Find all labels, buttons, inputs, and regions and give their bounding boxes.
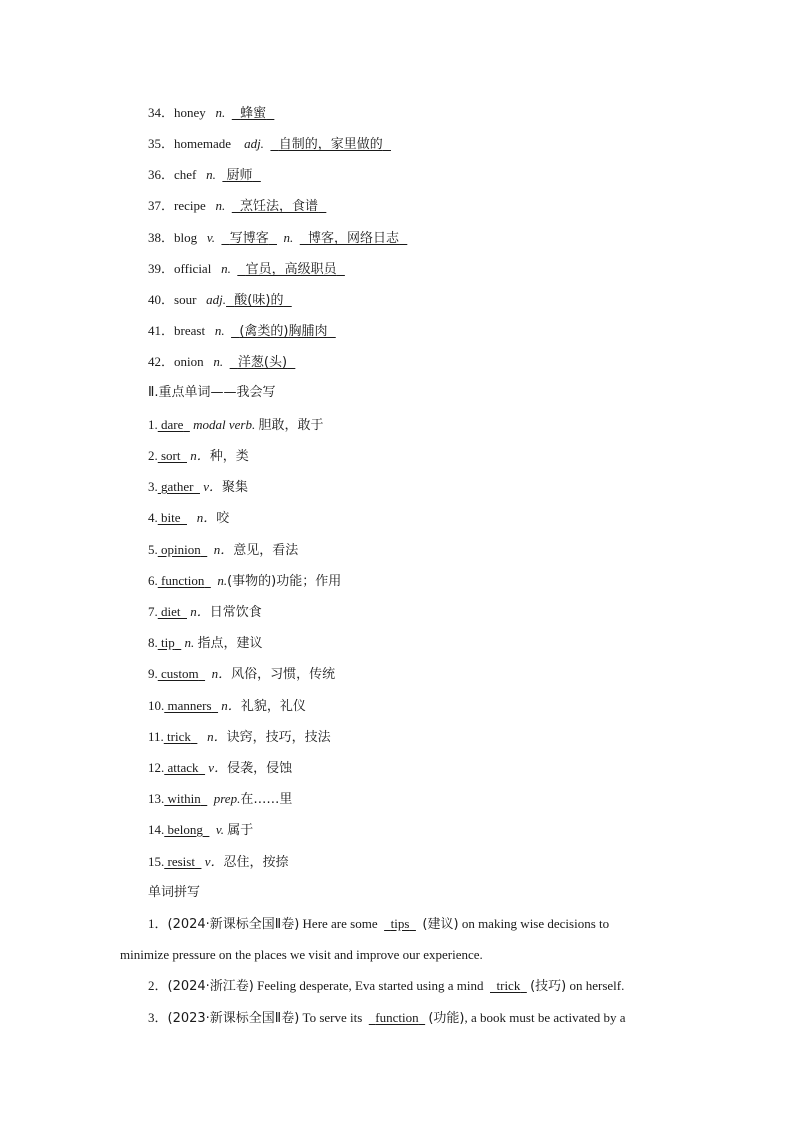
meaning: 日常饮食 bbox=[209, 605, 262, 620]
answer-blank: dare bbox=[161, 417, 184, 432]
meaning: 意见，看法 bbox=[233, 543, 299, 558]
part-of-speech: modal verb. bbox=[193, 417, 256, 432]
part-of-speech: n. bbox=[213, 354, 224, 369]
answer-blank: attack bbox=[167, 760, 199, 775]
answer-blank: manners bbox=[167, 698, 212, 713]
part-of-speech: n． bbox=[211, 666, 232, 681]
item-number: 42． bbox=[148, 354, 175, 369]
key-word-item bbox=[148, 416, 324, 435]
part-of-speech: n. bbox=[217, 573, 228, 588]
exercise-text: on herself. bbox=[569, 978, 625, 993]
key-word-item bbox=[148, 853, 289, 872]
meaning: 胆敢，敢于 bbox=[258, 418, 324, 433]
part-of-speech: n． bbox=[196, 510, 217, 525]
meaning-answer: 自制的，家里做的 bbox=[278, 137, 383, 152]
key-word-item bbox=[148, 790, 292, 809]
part-of-speech: adj. bbox=[244, 136, 264, 151]
item-number: 38． bbox=[148, 230, 175, 245]
item-number: 10. bbox=[148, 698, 165, 713]
item-number: 6. bbox=[148, 573, 158, 588]
exercise-text: To serve its bbox=[302, 1010, 363, 1025]
meaning-answer: 写博客 bbox=[229, 231, 269, 246]
exercise-line bbox=[148, 977, 624, 996]
answer-blank: opinion bbox=[161, 542, 201, 557]
vocab-item bbox=[148, 260, 345, 279]
meaning: 属于 bbox=[227, 823, 254, 838]
key-word-item bbox=[148, 541, 298, 560]
item-number: 12. bbox=[148, 760, 165, 775]
exercise-line bbox=[148, 915, 609, 934]
exercise-line bbox=[120, 946, 483, 964]
item-number: 3. bbox=[148, 479, 158, 494]
meaning: 忍住，按捺 bbox=[223, 855, 289, 870]
item-number: 11. bbox=[148, 729, 164, 744]
item-number: 37． bbox=[148, 198, 175, 213]
meaning: 指点，建议 bbox=[197, 636, 263, 651]
exercise-source: (2024·浙江卷) bbox=[167, 979, 254, 994]
part-of-speech: n． bbox=[221, 698, 241, 713]
part-of-speech: n. bbox=[215, 198, 226, 213]
part-of-speech: prep. bbox=[213, 791, 241, 806]
item-number: 1. bbox=[148, 417, 158, 432]
part-of-speech: n. bbox=[184, 635, 195, 650]
meaning: 礼貌，礼仪 bbox=[240, 699, 306, 714]
meaning: 咬 bbox=[216, 511, 230, 526]
part-of-speech: adj. bbox=[206, 292, 227, 307]
item-number: 36． bbox=[148, 167, 175, 182]
vocab-item bbox=[148, 104, 274, 123]
meaning: 聚集 bbox=[222, 480, 249, 495]
item-number: 7. bbox=[148, 604, 158, 619]
part-of-speech: n． bbox=[207, 729, 227, 744]
exercise-source: (2024·新课标全国Ⅱ卷) bbox=[167, 917, 300, 932]
vocab-item bbox=[148, 197, 326, 216]
part-of-speech: v. bbox=[215, 822, 224, 837]
exercise-number: 3． bbox=[148, 1010, 168, 1025]
meaning-answer: (禽类的)胸脯肉 bbox=[239, 324, 328, 339]
answer-blank: diet bbox=[161, 604, 181, 619]
vocab-word: blog bbox=[174, 230, 198, 245]
exercise-text: , a book must be activated by a bbox=[464, 1010, 626, 1025]
item-number: 2. bbox=[148, 448, 158, 463]
key-word-item bbox=[148, 634, 263, 653]
item-number: 34． bbox=[148, 105, 175, 120]
key-word-item bbox=[148, 603, 262, 622]
answer-blank: function bbox=[375, 1010, 419, 1025]
key-word-item bbox=[148, 447, 249, 466]
exercise-hint: (功能) bbox=[428, 1011, 465, 1026]
item-number: 15. bbox=[148, 854, 165, 869]
answer-blank: tip bbox=[161, 635, 175, 650]
meaning: (事物的)功能；作用 bbox=[227, 574, 342, 589]
exercise-hint: (技巧) bbox=[530, 979, 567, 994]
key-word-item bbox=[148, 478, 248, 497]
section-heading: 单词拼写 bbox=[148, 885, 201, 900]
meaning-answer: 厨师 bbox=[226, 168, 253, 183]
part-of-speech: n． bbox=[213, 542, 234, 557]
part-of-speech: n. bbox=[206, 167, 216, 182]
meaning: 侵袭，侵蚀 bbox=[227, 761, 293, 776]
vocab-item bbox=[148, 229, 407, 248]
vocab-word: chef bbox=[174, 167, 197, 182]
vocab-item bbox=[148, 135, 391, 154]
key-word-item bbox=[148, 509, 229, 528]
key-word-item bbox=[148, 821, 253, 840]
part-of-speech: n． bbox=[190, 604, 210, 619]
exercise-text: on making wise decisions to bbox=[461, 916, 610, 931]
exercise-number: 1． bbox=[148, 916, 168, 931]
vocab-item bbox=[148, 322, 336, 341]
answer-blank: sort bbox=[161, 448, 181, 463]
answer-blank: resist bbox=[167, 854, 195, 869]
meaning-answer: 酸(味)的 bbox=[234, 293, 284, 308]
item-number: 4. bbox=[148, 510, 158, 525]
item-number: 14. bbox=[148, 822, 165, 837]
part-of-speech: v． bbox=[208, 760, 228, 775]
item-number: 13. bbox=[148, 791, 165, 806]
meaning: 在……里 bbox=[240, 792, 293, 807]
part-of-speech: n. bbox=[215, 105, 226, 120]
part-of-speech: v． bbox=[204, 854, 224, 869]
vocab-word: homemade bbox=[174, 136, 232, 151]
vocab-word: onion bbox=[174, 354, 204, 369]
key-word-item bbox=[148, 759, 292, 778]
key-word-item bbox=[148, 728, 331, 747]
key-word-item bbox=[148, 572, 341, 591]
exercise-text: Here are some bbox=[302, 916, 378, 931]
meaning-answer: 蜂蜜 bbox=[240, 106, 267, 121]
vocab-item bbox=[148, 166, 261, 185]
part-of-speech: n. bbox=[283, 230, 294, 245]
vocab-word: sour bbox=[174, 292, 197, 307]
vocab-word: official bbox=[174, 261, 212, 276]
exercise-number: 2． bbox=[148, 978, 168, 993]
item-number: 8. bbox=[148, 635, 158, 650]
answer-blank: tips bbox=[390, 916, 410, 931]
part-of-speech: v. bbox=[206, 230, 215, 245]
answer-blank: trick bbox=[167, 729, 191, 744]
meaning-answer: 洋葱(头) bbox=[237, 355, 288, 370]
exercise-line bbox=[148, 1009, 626, 1028]
vocab-item bbox=[148, 291, 292, 310]
answer-blank: gather bbox=[161, 479, 194, 494]
exercise-text: minimize pressure on the places we visit and improve our experience. bbox=[120, 947, 483, 962]
item-number: 39． bbox=[148, 261, 175, 276]
meaning: 种，类 bbox=[209, 449, 249, 464]
vocab-word: recipe bbox=[174, 198, 206, 213]
key-word-item bbox=[148, 665, 335, 684]
exercise-text: Feeling desperate, Eva started using a mind bbox=[257, 978, 484, 993]
answer-blank: belong bbox=[167, 822, 203, 837]
meaning: 风俗，习惯，传统 bbox=[231, 667, 336, 682]
part-of-speech: n. bbox=[221, 261, 231, 276]
answer-blank: trick bbox=[496, 978, 521, 993]
key-word-item bbox=[148, 697, 306, 716]
item-number: 5. bbox=[148, 542, 158, 557]
exercise-hint: (建议) bbox=[422, 917, 459, 932]
answer-blank: custom bbox=[161, 666, 199, 681]
part-of-speech: n. bbox=[214, 323, 225, 338]
part-of-speech: n． bbox=[190, 448, 210, 463]
section-heading: Ⅱ.重点单词——我会写 bbox=[148, 385, 276, 400]
vocab-word: breast bbox=[174, 323, 206, 338]
item-number: 35． bbox=[148, 136, 175, 151]
vocab-word: honey bbox=[174, 105, 206, 120]
vocab-item bbox=[148, 353, 295, 372]
part-of-speech: v． bbox=[203, 479, 223, 494]
meaning: 诀窍，技巧，技法 bbox=[226, 730, 331, 745]
meaning-answer: 博客，网络日志 bbox=[308, 231, 400, 246]
answer-blank: within bbox=[167, 791, 201, 806]
meaning-answer: 官员，高级职员 bbox=[245, 262, 337, 277]
answer-blank: function bbox=[161, 573, 205, 588]
item-number: 41． bbox=[148, 323, 175, 338]
meaning-answer: 烹饪法，食谱 bbox=[240, 199, 319, 214]
exercise-source: (2023·新课标全国Ⅱ卷) bbox=[167, 1011, 300, 1026]
item-number: 9. bbox=[148, 666, 158, 681]
answer-blank: bite bbox=[161, 510, 181, 525]
item-number: 40． bbox=[148, 292, 175, 307]
